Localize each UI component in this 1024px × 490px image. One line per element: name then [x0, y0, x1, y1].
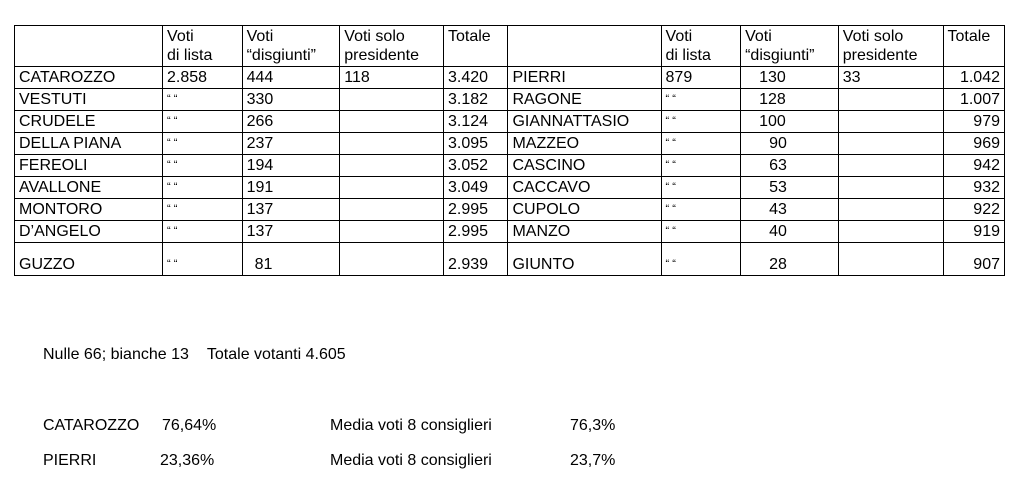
right-lista-cell: “ “ — [661, 199, 741, 221]
right-totale-cell: 922 — [943, 199, 1004, 221]
table-body — [15, 26, 1005, 276]
right-disgiunti-cell: 53 — [741, 177, 839, 199]
left-totale-cell: 3.124 — [444, 111, 508, 133]
header-voti-presidente-left: Voti solo presidente — [340, 26, 444, 67]
left-lista-cell: “ “ — [163, 111, 243, 133]
right-disgiunti-cell: 28 — [741, 243, 839, 276]
left-totale-cell: 3.182 — [444, 89, 508, 111]
right-lista-cell: “ “ — [661, 221, 741, 243]
left-presidente-cell — [340, 111, 444, 133]
table-row — [15, 177, 1005, 199]
right-totale-cell: 932 — [943, 177, 1004, 199]
right-totale-cell: 919 — [943, 221, 1004, 243]
header-voti-lista-left: Voti di lista — [163, 26, 243, 67]
left-disgiunti-cell: 137 — [242, 199, 340, 221]
table-row — [15, 133, 1005, 155]
right-totale-cell: 1.007 — [943, 89, 1004, 111]
summary-line — [43, 346, 346, 364]
left-totale-cell: 2.995 — [444, 221, 508, 243]
right-presidente-cell — [838, 155, 943, 177]
left-lista-cell: “ “ — [163, 243, 243, 276]
table-row — [15, 199, 1005, 221]
right-lista-cell: “ “ — [661, 89, 741, 111]
right-lista-cell: 879 — [661, 67, 741, 89]
header-blank-left — [15, 26, 163, 67]
left-name-cell: FEREOLI — [15, 155, 163, 177]
left-presidente-cell — [340, 199, 444, 221]
header-totale-left: Totale — [444, 26, 508, 67]
left-disgiunti-cell: 444 — [242, 67, 340, 89]
header-voti-disgiunti-left: Voti “disgiunti” — [242, 26, 340, 67]
right-totale-cell: 969 — [943, 133, 1004, 155]
right-disgiunti-cell: 40 — [741, 221, 839, 243]
left-lista-cell: “ “ — [163, 89, 243, 111]
left-presidente-cell — [340, 221, 444, 243]
left-name-cell: AVALLONE — [15, 177, 163, 199]
header-voti-disgiunti-right: Voti “disgiunti” — [741, 26, 839, 67]
right-name-cell: CASCINO — [508, 155, 661, 177]
left-lista-cell: “ “ — [163, 221, 243, 243]
right-presidente-cell — [838, 133, 943, 155]
left-lista-cell: “ “ — [163, 177, 243, 199]
left-lista-cell: “ “ — [163, 155, 243, 177]
left-presidente-cell — [340, 133, 444, 155]
right-totale-cell: 907 — [943, 243, 1004, 276]
left-name-cell: CRUDELE — [15, 111, 163, 133]
right-disgiunti-cell: 90 — [741, 133, 839, 155]
right-lista-cell: “ “ — [661, 133, 741, 155]
left-presidente-cell: 118 — [340, 67, 444, 89]
left-name-cell: GUZZO — [15, 243, 163, 276]
right-name-cell: MANZO — [508, 221, 661, 243]
table-row — [15, 155, 1005, 177]
right-presidente-cell — [838, 111, 943, 133]
right-name-cell: CACCAVO — [508, 177, 661, 199]
left-name-cell: MONTORO — [15, 199, 163, 221]
left-totale-cell: 2.995 — [444, 199, 508, 221]
right-presidente-cell — [838, 221, 943, 243]
table-row — [15, 221, 1005, 243]
right-lista-cell: “ “ — [661, 243, 741, 276]
left-totale-cell: 3.049 — [444, 177, 508, 199]
left-disgiunti-cell: 137 — [242, 221, 340, 243]
media-label: Media voti 8 consiglieri — [330, 417, 492, 434]
right-name-cell: MAZZEO — [508, 133, 661, 155]
right-presidente-cell — [838, 199, 943, 221]
candidate-name: PIERRI — [43, 452, 97, 469]
left-lista-cell: 2.858 — [163, 67, 243, 89]
left-lista-cell: “ “ — [163, 199, 243, 221]
candidate-name: CATAROZZO — [43, 417, 140, 434]
table-row — [15, 67, 1005, 89]
header-voti-lista-right: Voti di lista — [661, 26, 741, 67]
right-totale-cell: 979 — [943, 111, 1004, 133]
totale-votanti: Totale votanti 4.605 — [206, 346, 346, 363]
left-lista-cell: “ “ — [163, 133, 243, 155]
left-presidente-cell — [340, 89, 444, 111]
right-lista-cell: “ “ — [661, 177, 741, 199]
left-name-cell: DELLA PIANA — [15, 133, 163, 155]
right-totale-cell: 942 — [943, 155, 1004, 177]
right-name-cell: GIANNATTASIO — [508, 111, 661, 133]
right-disgiunti-cell: 63 — [741, 155, 839, 177]
media-value: 76,3% — [570, 417, 616, 434]
right-presidente-cell — [838, 243, 943, 276]
right-lista-cell: “ “ — [661, 155, 741, 177]
left-name-cell: D’ANGELO — [15, 221, 163, 243]
media-value: 23,7% — [570, 452, 616, 469]
candidate-percentage: 23,36% — [160, 452, 215, 469]
right-presidente-cell — [838, 89, 943, 111]
right-disgiunti-cell: 100 — [741, 111, 839, 133]
left-totale-cell: 3.420 — [444, 67, 508, 89]
table-row — [15, 111, 1005, 133]
nulle-bianche: Nulle 66; bianche 13 — [43, 346, 189, 363]
results-table — [14, 25, 1005, 276]
right-disgiunti-cell: 43 — [741, 199, 839, 221]
left-presidente-cell — [340, 155, 444, 177]
left-totale-cell: 3.052 — [444, 155, 508, 177]
left-name-cell: CATAROZZO — [15, 67, 163, 89]
header-blank-right — [508, 26, 661, 67]
left-presidente-cell — [340, 243, 444, 276]
right-totale-cell: 1.042 — [943, 67, 1004, 89]
left-disgiunti-cell: 194 — [242, 155, 340, 177]
left-totale-cell: 2.939 — [444, 243, 508, 276]
left-presidente-cell — [340, 177, 444, 199]
right-lista-cell: “ “ — [661, 111, 741, 133]
left-name-cell: VESTUTI — [15, 89, 163, 111]
table-row — [15, 89, 1005, 111]
left-disgiunti-cell: 191 — [242, 177, 340, 199]
header-totale-right: Totale — [943, 26, 1004, 67]
right-disgiunti-cell: 128 — [741, 89, 839, 111]
header-voti-presidente-right: Voti solo presidente — [838, 26, 943, 67]
table-row — [15, 243, 1005, 276]
right-name-cell: CUPOLO — [508, 199, 661, 221]
left-disgiunti-cell: 237 — [242, 133, 340, 155]
left-disgiunti-cell: 81 — [242, 243, 340, 276]
candidate-percentage: 76,64% — [162, 417, 217, 434]
left-disgiunti-cell: 330 — [242, 89, 340, 111]
right-name-cell: GIUNTO — [508, 243, 661, 276]
left-totale-cell: 3.095 — [444, 133, 508, 155]
media-label: Media voti 8 consiglieri — [330, 452, 492, 469]
right-name-cell: PIERRI — [508, 67, 661, 89]
right-presidente-cell: 33 — [838, 67, 943, 89]
right-disgiunti-cell: 130 — [741, 67, 839, 89]
header-row — [15, 26, 1005, 67]
right-presidente-cell — [838, 177, 943, 199]
right-name-cell: RAGONE — [508, 89, 661, 111]
left-disgiunti-cell: 266 — [242, 111, 340, 133]
